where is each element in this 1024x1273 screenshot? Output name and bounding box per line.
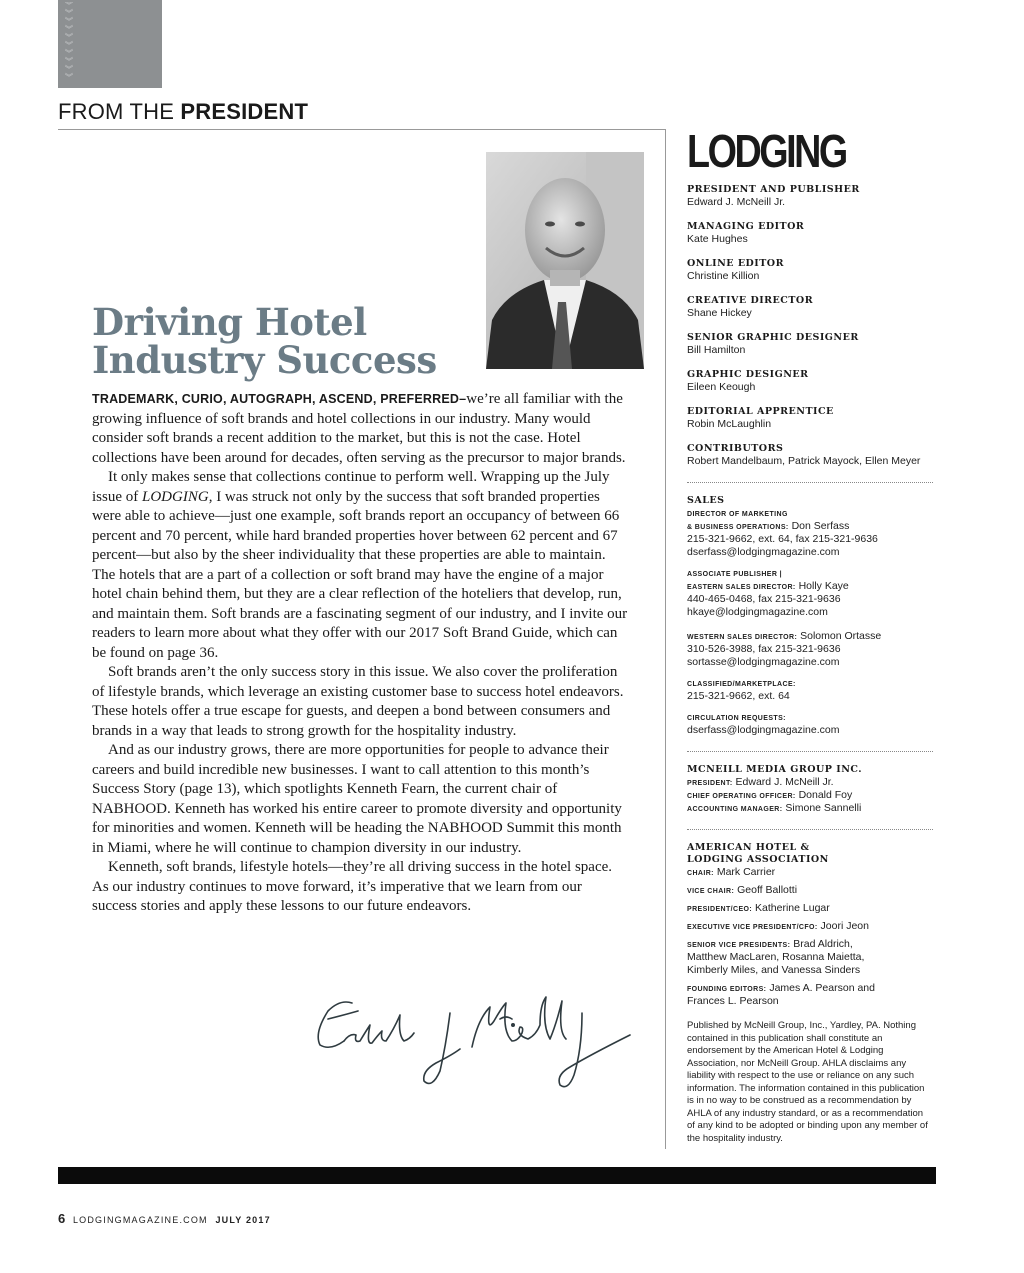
p1-text: we’re all familiar with the growing influence of soft brands and hotel collections in our industry. Many would consider soft brands a recent addition to the market, but this is not the case. Hotel collections have been around for decades, often serving as the precursor to major brands. (92, 391, 626, 466)
label: ACCOUNTING MANAGER: (687, 806, 783, 813)
staff-name: Christine Killion (687, 270, 760, 282)
value: Brad Aldrich, (793, 938, 853, 950)
section-prefix: FROM THE (58, 99, 175, 124)
value: Solomon Ortasse (800, 630, 882, 642)
label: WESTERN SALES DIRECTOR: (687, 634, 798, 641)
label: DIRECTOR OF MARKETING (687, 511, 788, 518)
mcneill-heading: MCNEILL MEDIA GROUP INC. (687, 764, 863, 775)
p2-text-b: , I was struck not only by the success that soft branded properties were able to achieve—just one example, soft brands report an occupancy of between 66 percent and 70 percent, while hard branded properties hover between 62 percent and 67 percent—but also by the sheer individuality that these properties are able to maintain. The hotels that are a part of a collection or soft brand may have the engine of a major hotel chain behind them, but they are a clear reflection of the hoteliers that develop, run, and maintain them. Soft brands are a fascinating segment of our industry, and I invite our readers to learn more about what they offer with our 2017 Soft Brand Guide, which can be found on page 36. (92, 488, 628, 661)
value: Matthew MacLaren, Rosanna Maietta, (687, 951, 865, 963)
value: Frances L. Pearson (687, 995, 779, 1007)
divider (687, 829, 933, 830)
value: Geoff Ballotti (737, 884, 798, 896)
label: CLASSIFIED/MARKETPLACE: (687, 681, 796, 688)
value: Simone Sannelli (785, 802, 862, 814)
staff-role: GRAPHIC DESIGNER (687, 369, 809, 380)
footer-bar (58, 1167, 936, 1184)
p2-text-a: It only makes sense that collections continue to perform well. Wrapping up the July issue of (92, 469, 610, 505)
masthead (687, 126, 937, 1145)
staff-name: Kate Hughes (687, 233, 748, 245)
label: FOUNDING EDITORS: (687, 986, 767, 993)
value: Mark Carrier (716, 866, 776, 878)
staff-role: PRESIDENT AND PUBLISHER (687, 184, 860, 195)
lodging-logo: LODGING (687, 125, 846, 177)
sales-ws (687, 630, 937, 669)
column-divider (665, 129, 666, 1149)
sales-ap (687, 570, 937, 619)
label: CIRCULATION REQUESTS: (687, 715, 786, 722)
divider (687, 482, 933, 483)
president-portrait (486, 152, 644, 369)
value: Joori Jeon (820, 920, 869, 932)
staff-name: Robin McLaughlin (687, 418, 772, 430)
staff-role: ONLINE EDITOR (687, 258, 784, 269)
paragraph-1 (92, 390, 628, 468)
label: EASTERN SALES DIRECTOR: (687, 584, 796, 591)
email: dserfass@lodgingmagazine.com (687, 724, 840, 736)
sales-classified (687, 680, 937, 703)
p2-italic: LODGING (142, 488, 209, 505)
section-header (58, 100, 308, 124)
value: Katherine Lugar (755, 902, 830, 914)
footer-date: JULY 2017 (215, 1215, 271, 1225)
lead-in: TRADEMARK, CURIO, AUTOGRAPH, ASCEND, PREFERRED– (92, 392, 467, 406)
ahla-heading-2: LODGING ASSOCIATION (687, 854, 829, 865)
staff-name: Bill Hamilton (687, 344, 746, 356)
staff-role: EDITORIAL APPRENTICE (687, 406, 834, 417)
phone: 215-321-9662, ext. 64 (687, 690, 790, 702)
article-title (92, 300, 472, 382)
value: Edward J. McNeill Jr. (735, 776, 834, 788)
title-line-1: Driving Hotel (92, 300, 367, 344)
email: hkaye@lodgingmagazine.com (687, 606, 828, 618)
label: PRESIDENT: (687, 780, 733, 787)
label: CHIEF OPERATING OFFICER: (687, 793, 796, 800)
label: ASSOCIATE PUBLISHER | (687, 571, 783, 578)
paragraph-2 (92, 468, 628, 663)
value: James A. Pearson and (769, 982, 875, 994)
publisher-note: Published by McNeill Group, Inc., Yardley, PA. Nothing contained in this publication shall constitute an endorsement by the American Hotel & Lodging Association, nor McNeill Group. AHLA disclaims any liability with respect to the use or reliance on any such information. The information contained in this publication is in no way to be construed as a recommendation by AHLA of any industry standard, or as a recommendation of any kind to be adopted or binding upon any member of the hospitality industry. (687, 1020, 928, 1144)
chevron-pattern-icon: ︾ ︾ ︾ ︾ ︾ ︾ ︾ ︾ ︾ ︾ (65, 2, 73, 82)
title-line-2: Industry Success (92, 338, 437, 382)
page-number: 6 (58, 1211, 66, 1226)
signature (300, 985, 640, 1100)
paragraph-5: Kenneth, soft brands, lifestyle hotels—they’re all driving success in the hotel space. As our industry continues to move forward, it’s imperative that we learn from our success stories and apply these lessons to our future endeavors. (92, 859, 613, 914)
paragraph-4: And as our industry grows, there are more opportunities for people to advance their careers and build incredible new businesses. I want to call attention to this month’s Success Story (page 13), which spotlights Kenneth Fearn, the current chair of NABHOOD. Kenneth has worked his entire career to promote diversity and opportunity for minorities and women. Kenneth will be heading the NABHOOD Summit this month in Miami, where he will continue to champion diversity in our industry. (92, 742, 622, 856)
email: dserfass@lodgingmagazine.com (687, 546, 840, 558)
paragraph-3: Soft brands aren’t the only success story in this issue. We also cover the proliferation of lifestyle brands, which leverage an existing customer base to success hotel endeavors. These hotels offer a true escape for guests, and deepen a bond between consumers and brands in a way that leads to strong growth for the hospitality industry. (92, 664, 624, 739)
value: Holly Kaye (798, 580, 849, 592)
label: VICE CHAIR: (687, 888, 735, 895)
staff-role: CREATIVE DIRECTOR (687, 295, 814, 306)
section-bold: PRESIDENT (180, 99, 309, 124)
staff-role: SENIOR GRAPHIC DESIGNER (687, 332, 859, 343)
footer-site: LODGINGMAGAZINE.COM (72, 1215, 208, 1225)
header-rule (58, 129, 666, 130)
phone: 440-465-0468, fax 215-321-9636 (687, 593, 841, 605)
value: Don Serfass (791, 520, 850, 532)
page-footer (58, 1211, 271, 1226)
staff-name: Robert Mandelbaum, Patrick Mayock, Ellen Meyer (687, 455, 921, 467)
email: sortasse@lodgingmagazine.com (687, 656, 840, 668)
label: EXECUTIVE VICE PRESIDENT/CFO: (687, 924, 818, 931)
staff-role: CONTRIBUTORS (687, 443, 784, 454)
sales-dom (687, 510, 937, 559)
label: PRESIDENT/CEO: (687, 906, 753, 913)
staff-name: Edward J. McNeill Jr. (687, 196, 786, 208)
article-body (92, 390, 628, 917)
label: CHAIR: (687, 870, 714, 877)
value: Donald Foy (798, 789, 853, 801)
phone: 215-321-9662, ext. 64, fax 215-321-9636 (687, 533, 878, 545)
sales-heading: SALES (687, 495, 725, 506)
value: Kimberly Miles, and Vanessa Sinders (687, 964, 861, 976)
sales-circulation (687, 714, 937, 737)
ahla-heading-1: AMERICAN HOTEL & (687, 842, 810, 853)
staff-name: Eileen Keough (687, 381, 756, 393)
staff-role: MANAGING EDITOR (687, 221, 805, 232)
staff-list (687, 184, 937, 468)
label: SENIOR VICE PRESIDENTS: (687, 942, 791, 949)
label: & BUSINESS OPERATIONS: (687, 524, 789, 531)
staff-name: Shane Hickey (687, 307, 752, 319)
phone: 310-526-3988, fax 215-321-9636 (687, 643, 841, 655)
divider (687, 751, 933, 752)
